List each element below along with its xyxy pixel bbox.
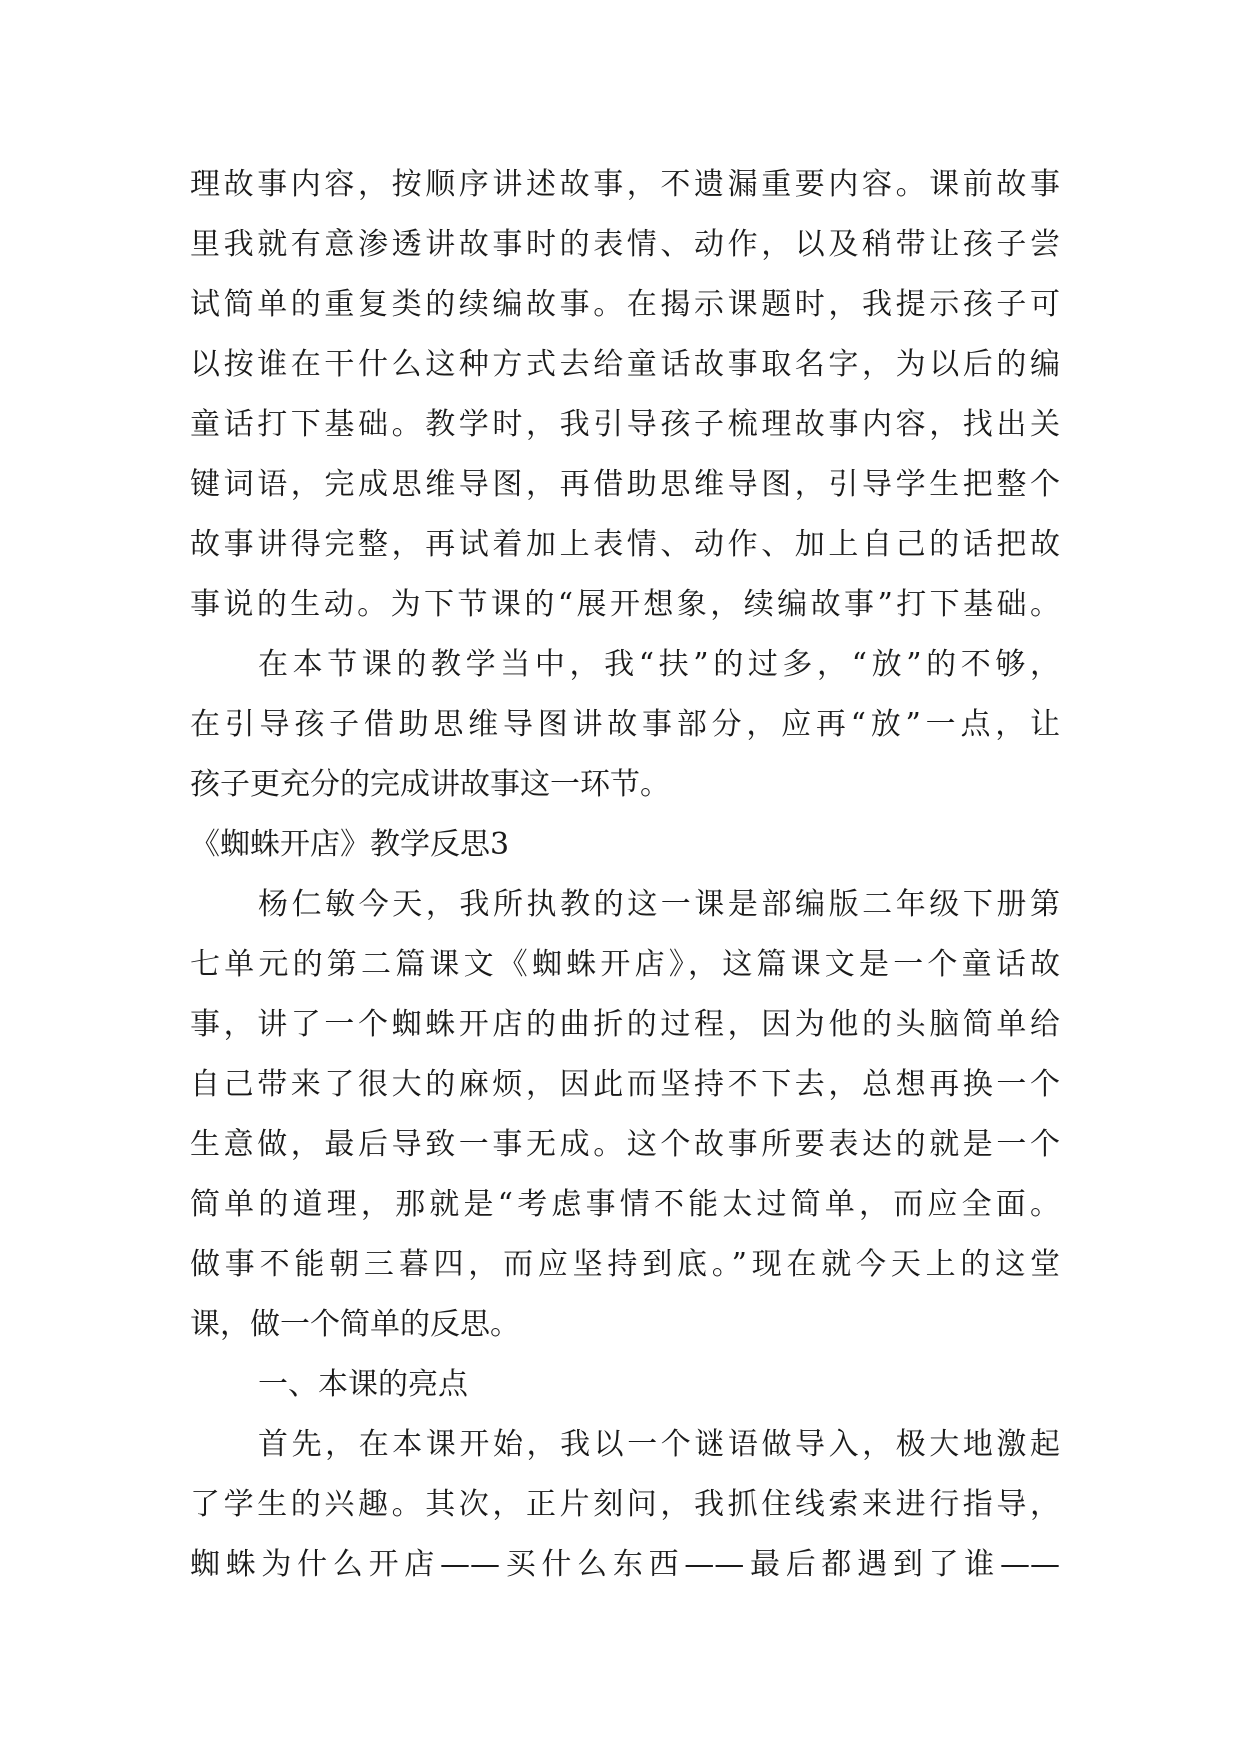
paragraph-line: 孩子更充分的完成讲故事这一环节。 <box>190 767 670 802</box>
paragraph-line: 试简单的重复类的续编故事。在揭示课题时，我提示孩子可 <box>190 287 1060 322</box>
paragraph-line: 简单的道理，那就是“考虑事情不能太过简单，而应全面。 <box>190 1187 1060 1222</box>
paragraph-line: 自己带来了很大的麻烦，因此而坚持不下去，总想再换一个 <box>190 1067 1060 1102</box>
paragraph-line: 理故事内容，按顺序讲述故事，不遗漏重要内容。课前故事 <box>190 167 1060 202</box>
paragraph-line: 在本节课的教学当中，我“扶”的过多，“放”的不够， <box>258 647 1060 682</box>
paragraph-line: 事，讲了一个蜘蛛开店的曲折的过程，因为他的头脑简单给 <box>190 1007 1060 1042</box>
paragraph-line: 做事不能朝三暮四，而应坚持到底。”现在就今天上的这堂 <box>190 1247 1060 1282</box>
paragraph-line: 首先，在本课开始，我以一个谜语做导入，极大地激起 <box>258 1427 1060 1462</box>
paragraph-line: 事说的生动。为下节课的“展开想象，续编故事”打下基础。 <box>190 587 1060 622</box>
paragraph-line: 在引导孩子借助思维导图讲故事部分，应再“放”一点，让 <box>190 707 1060 742</box>
paragraph-line: 生意做，最后导致一事无成。这个故事所要表达的就是一个 <box>190 1127 1060 1162</box>
paragraph-line: 键词语，完成思维导图，再借助思维导图，引导学生把整个 <box>190 467 1060 502</box>
paragraph-line: 童话打下基础。教学时，我引导孩子梳理故事内容，找出关 <box>190 407 1060 442</box>
paragraph-line: 里我就有意渗透讲故事时的表情、动作，以及稍带让孩子尝 <box>190 227 1060 262</box>
paragraph-line: 七单元的第二篇课文《蜘蛛开店》，这篇课文是一个童话故 <box>190 947 1060 982</box>
section-title: 《蜘蛛开店》教学反思3 <box>190 827 510 862</box>
paragraph-line: 故事讲得完整，再试着加上表情、动作、加上自己的话把故 <box>190 527 1060 562</box>
subsection-heading: 一、本课的亮点 <box>258 1367 468 1402</box>
paragraph-line: 杨仁敏今天，我所执教的这一课是部编版二年级下册第 <box>258 887 1060 922</box>
paragraph-line: 了学生的兴趣。其次，正片刻问，我抓住线索来进行指导， <box>190 1487 1060 1522</box>
paragraph-line: 以按谁在干什么这种方式去给童话故事取名字，为以后的编 <box>190 347 1060 382</box>
paragraph-line: 课，做一个简单的反思。 <box>190 1307 520 1342</box>
paragraph-line: 蜘蛛为什么开店——买什么东西——最后都遇到了谁—— <box>190 1547 1060 1582</box>
